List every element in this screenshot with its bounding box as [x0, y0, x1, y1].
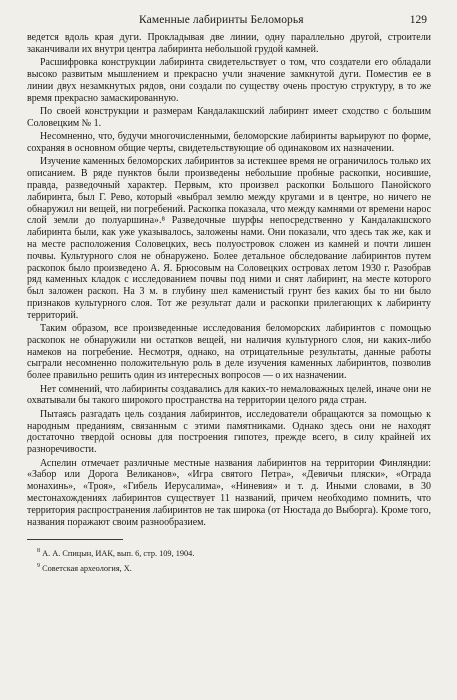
body-text	[27, 32, 431, 528]
paragraph: Расшифровка конструкции лабиринта свидетельствует о том, что создатели его обладали высоко развитым мышлением и прекрасно учли значение замкнутой дуги. Поместив ее в линии двух незамкнутых рядов, они создали по существу очень простую структуру, в то же время прекрасно замаскированную.	[27, 57, 431, 104]
paragraph: Несомненно, что, будучи многочисленными, беломорские лабиринты варьируют по форме, сохраняя в основном общие черты, свидетельствующие об одинаковом их назначении.	[27, 131, 431, 154]
footnote-mark: 9	[37, 563, 40, 570]
running-header	[27, 14, 431, 30]
running-title: Каменные лабиринты Беломорья	[139, 14, 304, 26]
paragraph: Аспелин отмечает различные местные названия лабиринтов на территории Финляндии: «Забор или Дорога Великанов», «Игра святого Петра», «Девичьи пляски», «Ограда монахинь», «Троя», «Гибель Иерусалима», «Ниневия» и т. д. Иными словами, в 30 местонахождениях лабиринтов существует 11 названий, причем необходимо помнить, что территория распространения лабиринтов не так широка (от Нюстада до Выборга). Кроме того, названия поражают своим разнообразием.	[27, 457, 431, 528]
footnote-text: А. А. Спицын, ИАК, вып. 6, стр. 109, 1904.	[42, 549, 195, 559]
footnote-divider	[27, 539, 123, 540]
paragraph: Нет сомнений, что лабиринты создавались для каких-то немаловажных целей, иначе они не охватывали бы такого широкого пространства на территории целого ряда стран.	[27, 383, 431, 407]
footnote	[27, 560, 431, 575]
paragraph: Изучение каменных беломорских лабиринтов за истекшее время не ограничилось только их описанием. В ряде пунктов были произведены небольшие пробные раскопки, носившие, правда, разведочный характер. Первым, кто произвел раскопки Большого Панойского лабиринта, был Г. Рево, который «выбрал землю между кругами и в центре, но ничего не обнаружил ни вещей, ни погребений. Раскопка показала, что между камнями от времени нарос слой земли до полуаршина».⁸ Разведочные шурфы непосредственно у Кандалакшского лабиринта были, как уже указывалось, заложены нами. Они показали, что здесь так же, как и на месте расположения Соловецких, весь полуостровок сложен из камней и почти лишен почвы. Культурного слоя не обнаружено. Более детальное обследование лабиринтов путем раскопок было произведено А. Я. Брюсовым на Соловецких островах летом 1930 г. Разобрав ряд каменных кладок с исследованием почвы под ними и снят лабиринт, на месте которого был заложен раскоп. На 3 м. в глубину шел каменистый грунт без каких бы то ни было признаков культурного слоя. Тот же результат дали и раскопки прилегающих к лабиринту территорий.	[27, 156, 431, 321]
footnotes	[27, 545, 431, 575]
paragraph: Таким образом, все произведенные исследования беломорских лабиринтов с помощью раскопок не обнаружили ни остатков вещей, ни наличия культурного слоя, ни каких-либо намеков на погребение. Несмотря, однако, на отрицательные результаты, данные работы сыграли несомненно положительную роль в деле изучения каменных лабиринтов, позволив более правильно решить один из интересных вопросов — о их назначении.	[27, 323, 431, 382]
page-number: 129	[409, 14, 427, 26]
paragraph: ведется вдоль края дуги. Прокладывая две линии, одну параллельно другой, строители заканчивали их внутри центра лабиринта небольшой грудой камней.	[27, 32, 431, 55]
footnote	[27, 545, 431, 560]
footnote-mark: 8	[37, 548, 40, 555]
paragraph: Пытаясь разгадать цель создания лабиринтов, исследователи обращаются за помощью к народным преданиям, связанным с этими памятниками. Однако здесь они не находят достаточно твердой основы для построения гипотез, прежде всего, в силу крайней их разноречивости.	[27, 408, 431, 456]
paragraph: По своей конструкции и размерам Кандалакшский лабиринт имеет сходство с большим Соловецким № 1.	[27, 105, 431, 129]
footnote-text: Советская археология, X.	[42, 563, 132, 573]
